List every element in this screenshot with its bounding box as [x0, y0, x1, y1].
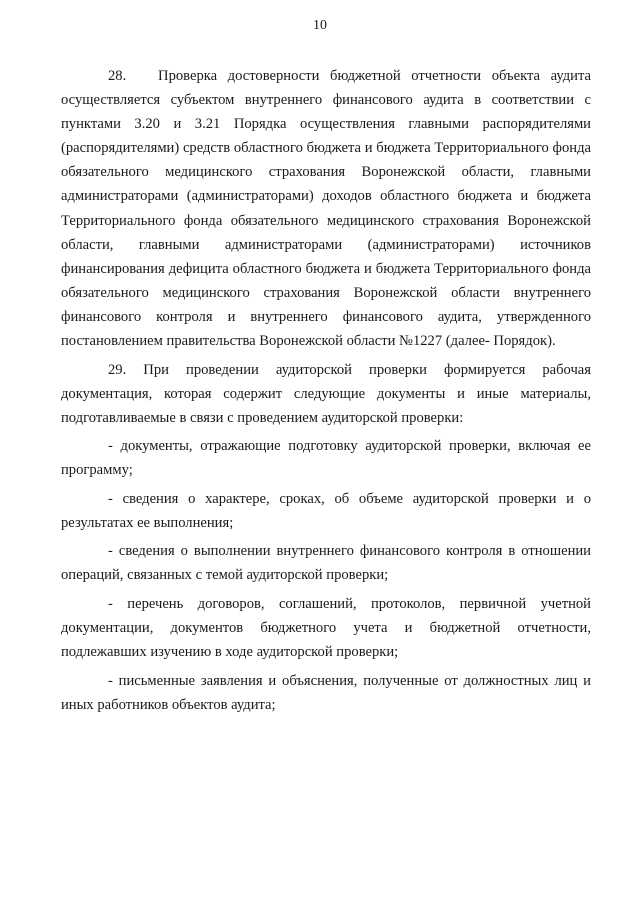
paragraph-29: 29. При проведении аудиторской проверки формируется рабочая документация, которая содержит следующие документы и иные материалы, подготавливаемые в связи с проведением аудиторской проверки:	[61, 361, 591, 426]
list-item-internal-control-info: - сведения о выполнении внутреннего финансового контроля в отношении операций, связанных с темой аудиторской проверки;	[61, 543, 591, 584]
page-number: 10	[313, 18, 327, 33]
list-item-written-statements: - письменные заявления и объяснения, полученные от должностных лиц и иных работников объектов аудита;	[61, 672, 591, 713]
paragraph-28: 28. Проверка достоверности бюджетной отчетности объекта аудита осуществляется субъектом внутреннего финансового аудита в соответствии с пунктами 3.20 и 3.21 Порядка осуществления главными распорядителями (распорядителями) средств областного бюджета и бюджета Территориального фонда обязательного медицинского страхования Воронежской области, главными администраторами (администраторами) доходов областного бюджета и бюджета Территориального фонда обязательного медицинского страхования Воронежской области, главными администраторами (администраторами) источников финансирования дефицита областного бюджета и бюджета Территориального фонда обязательного медицинского страхования Воронежской области внутреннего финансового контроля и внутреннего финансового аудита, утвержденного постановлением правительства Воронежской области №1227 (далее- Порядок).	[61, 68, 591, 350]
list-item-preparation-documents: - документы, отражающие подготовку аудиторской проверки, включая ее программу;	[61, 438, 591, 479]
document-body	[61, 64, 591, 717]
list-item-audit-scope-info: - сведения о характере, сроках, об объеме аудиторской проверки и о результатах ее выполнения;	[61, 490, 591, 531]
list-item-documents-list: - перечень договоров, соглашений, протоколов, первичной учетной документации, документов бюджетного учета и бюджетной отчетности, подлежавших изучению в ходе аудиторской проверки;	[61, 595, 591, 661]
